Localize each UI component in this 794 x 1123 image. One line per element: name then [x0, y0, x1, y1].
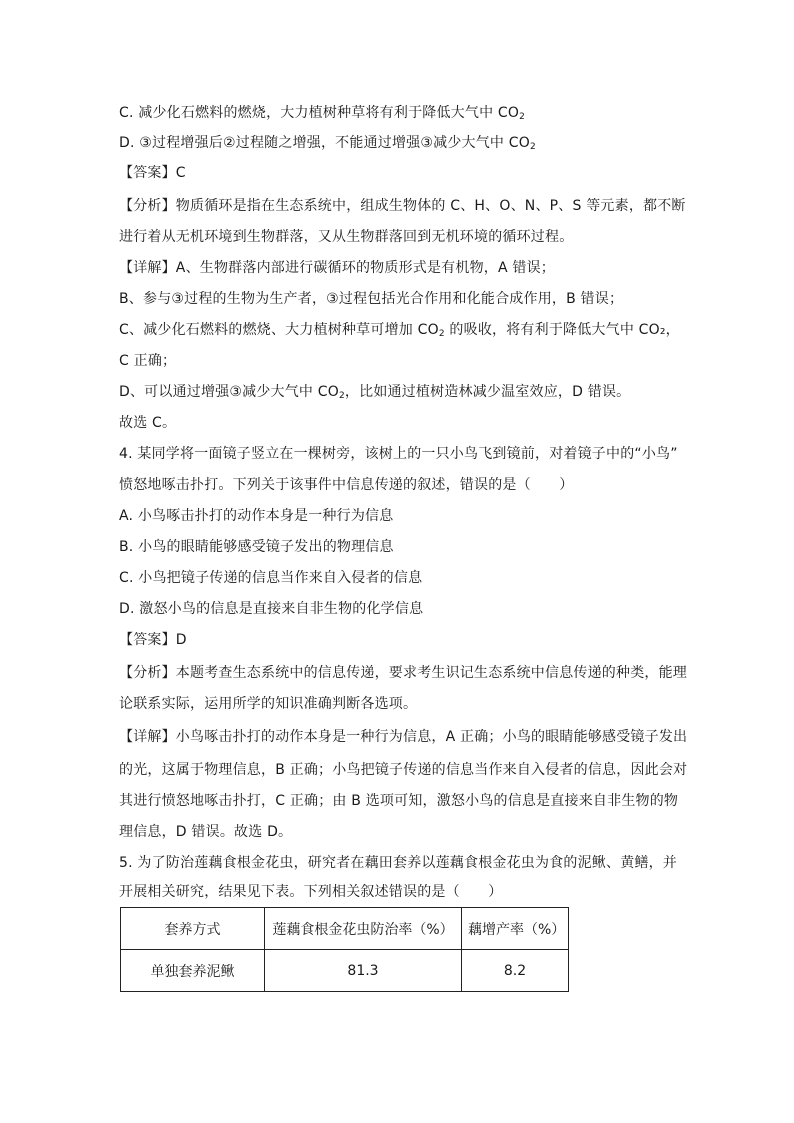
option-c-q3: C. 减少化石燃料的燃烧，大力植树种草将有利于降低大气中 $CO_2$ [119, 105, 526, 122]
table-cell: 8.2 [462, 950, 569, 992]
option-d-q4: D. 激怒小鸟的信息是直接来自非生物的化学信息 [119, 601, 424, 617]
table-row [121, 950, 569, 992]
detail-q4-line2: 的光，这属于物理信息，B 正确；小鸟把镜子传递的信息当作来自入侵者的信息，因此会对 [119, 762, 688, 778]
analysis-q3-line1: 【分析】物质循环是指在生态系统中，组成生物体的 C、H、O、N、P、S 等元素，都不断 [119, 198, 686, 214]
table-cell: 单独套养泥鳅 [121, 950, 265, 992]
analysis-q3-line2: 进行着从无机环境到生物群落，又从生物群落回到无机环境的循环过程。 [119, 229, 574, 245]
detail-q4-line1: 【详解】小鸟啄击扑打的动作本身是一种行为信息，A 正确；小鸟的眼睛能够感受镜子发出 [119, 729, 688, 745]
option-b-q4: B. 小鸟的眼睛能够感受镜子发出的物理信息 [119, 539, 394, 555]
answer-q3: 【答案】C [119, 165, 186, 181]
results-table [120, 907, 569, 992]
question-5-line1: 5. 为了防治莲藕食根金花虫，研究者在藕田套养以莲藕食根金花虫为食的泥鳅、黄鳝，并 [119, 855, 678, 871]
detail-q3-line4: C 正确； [119, 353, 177, 369]
analysis-q4-line1: 【分析】本题考查生态系统中的信息传递，要求考生识记生态系统中信息传递的种类，能理 [119, 665, 687, 681]
choose-q3: 故选 C。 [119, 415, 177, 431]
option-d-q3: D. ③过程增强后②过程随之增强，不能通过增强③减少大气中 $CO_2$ [119, 135, 536, 152]
question-4-line2: 愤怒地啄击扑打。下列关于该事件中信息传递的叙述，错误的是（ ） [119, 477, 574, 493]
analysis-q4-line2: 论联系实际，运用所学的知识准确判断各选项。 [119, 696, 418, 712]
table-cell: 81.3 [265, 950, 462, 992]
answer-q4: 【答案】D [119, 632, 187, 648]
question-5-line2: 开展相关研究，结果见下表。下列相关叙述错误的是（ ） [119, 884, 503, 900]
detail-q3-line1: 【详解】A、生物群落内部进行碳循环的物质形式是有机物，A 错误； [119, 260, 556, 276]
detail-q4-line3: 其进行愤怒地啄击扑打，C 正确；由 B 选项可知，激怒小鸟的信息是直接来自非生物的物 [119, 793, 679, 809]
detail-q4-line4: 理信息，D 错误。故选 D。 [119, 824, 293, 840]
table-header-cell: 莲藕食根金花虫防治率（%） [265, 908, 462, 950]
table-header-row [121, 908, 569, 950]
question-4-line1: 4. 某同学将一面镜子竖立在一棵树旁，该树上的一只小鸟飞到镜前，对着镜子中的“小鸟” [119, 446, 678, 462]
table-header-cell: 藕增产率（%） [462, 908, 569, 950]
table-header-cell: 套养方式 [121, 908, 265, 950]
detail-q3-line2: B、参与③过程的生物为生产者，③过程包括光合作用和化能合成作用，B 错误； [119, 291, 624, 307]
detail-q3-line5: D、可以通过增强③减少大气中 $CO_2$，比如通过植树造林减少温室效应，D 错误。 [119, 384, 631, 401]
option-a-q4: A. 小鸟啄击扑打的动作本身是一种行为信息 [119, 508, 394, 524]
option-c-q4: C. 小鸟把镜子传递的信息当作来自入侵者的信息 [119, 570, 423, 586]
detail-q3-line3: C、减少化石燃料的燃烧、大力植树种草可增加 $CO_2$ 的吸收，将有利于降低大气中 CO₂， [119, 322, 680, 339]
